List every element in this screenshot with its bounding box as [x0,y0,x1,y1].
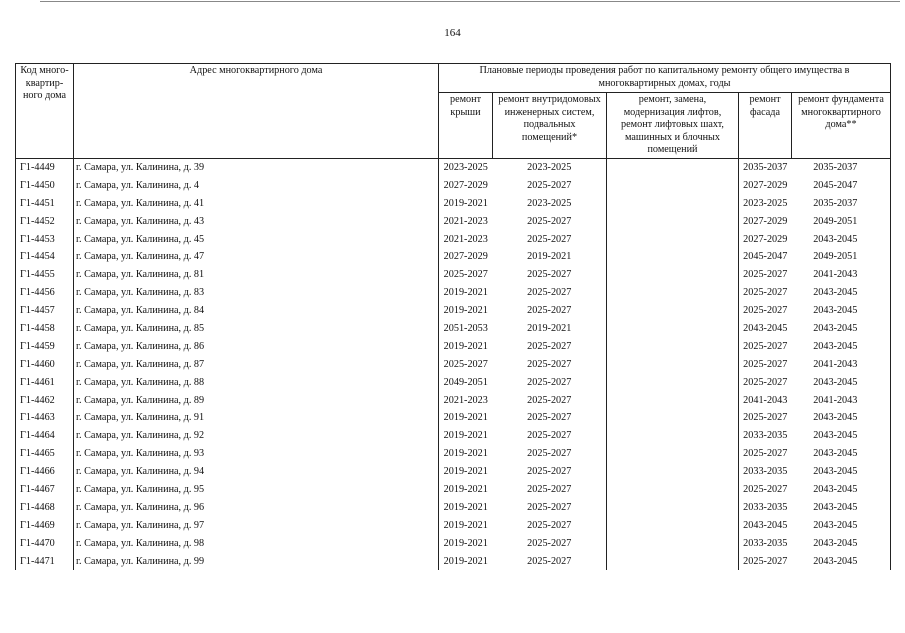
building-code-cell: Г1-4452 [16,213,74,231]
table-row [16,374,891,392]
engineering-repair-period-cell: 2025-2027 [527,394,572,406]
table-row [16,463,891,481]
lift-repair-period-cell [607,499,739,517]
address-cell: г. Самара, ул. Калинина, д. 47 [74,248,439,266]
engineering-repair-period-cell: 2025-2027 [527,305,572,317]
roof-repair-period-cell: 2019-2021 [439,409,493,427]
header-foundation-repair: ремонт фундамента многоквартирного дома** [792,93,891,159]
header-building-code: Код много-квартир-ного дома [16,64,74,159]
lift-repair-period-cell [607,481,739,499]
facade-repair-period-cell: 2027-2029 [739,231,792,249]
address-cell: г. Самара, ул. Калинина, д. 96 [74,499,439,517]
building-code-cell: Г1-4455 [16,266,74,284]
table-row [16,427,891,445]
address-cell: г. Самара, ул. Калинина, д. 99 [74,553,439,571]
roof-repair-period-cell: 2025-2027 [439,266,493,284]
building-code-cell: Г1-4470 [16,535,74,553]
roof-repair-period-cell: 2019-2021 [439,427,493,445]
table-row [16,195,891,213]
roof-repair-period-cell: 2019-2021 [439,499,493,517]
roof-repair-period-cell: 2019-2021 [439,463,493,481]
foundation-repair-period-cell: 2041-2043 [792,356,891,374]
table-row [16,553,891,571]
table-row [16,499,891,517]
foundation-repair-period-cell: 2035-2037 [792,195,891,213]
lift-repair-period-cell [607,392,739,410]
roof-repair-period-cell: 2019-2021 [439,284,493,302]
engineering-repair-period-cell: 2025-2027 [527,376,572,388]
lift-repair-period-cell [607,356,739,374]
roof-repair-period-cell: 2021-2023 [439,213,493,231]
lift-repair-period-cell [607,517,739,535]
foundation-repair-period-cell: 2045-2047 [792,177,891,195]
table-row [16,284,891,302]
address-cell: г. Самара, ул. Калинина, д. 45 [74,231,439,249]
facade-repair-period-cell: 2035-2037 [739,159,792,177]
foundation-repair-period-cell: 2043-2045 [792,445,891,463]
lift-repair-period-cell [607,195,739,213]
foundation-repair-period-cell: 2043-2045 [792,463,891,481]
building-code-cell: Г1-4464 [16,427,74,445]
roof-repair-period-cell: 2051-2053 [439,320,493,338]
address-cell: г. Самара, ул. Калинина, д. 43 [74,213,439,231]
address-cell: г. Самара, ул. Калинина, д. 87 [74,356,439,374]
address-cell: г. Самара, ул. Калинина, д. 89 [74,392,439,410]
facade-repair-period-cell: 2025-2027 [739,481,792,499]
building-code-cell: Г1-4459 [16,338,74,356]
engineering-repair-period-cell: 2025-2027 [527,287,572,299]
building-code-cell: Г1-4471 [16,553,74,571]
table-row [16,356,891,374]
foundation-repair-period-cell: 2043-2045 [792,535,891,553]
table-row [16,535,891,553]
foundation-repair-period-cell: 2043-2045 [792,409,891,427]
repair-schedule-table [15,63,891,570]
top-rule [40,1,900,2]
page-number: 164 [444,27,461,39]
engineering-repair-period-cell: 2025-2027 [527,501,572,513]
foundation-repair-period-cell: 2043-2045 [792,320,891,338]
lift-repair-period-cell [607,177,739,195]
facade-repair-period-cell: 2025-2027 [739,284,792,302]
engineering-repair-period-cell: 2025-2027 [527,519,572,531]
building-code-cell: Г1-4457 [16,302,74,320]
engineering-repair-period-cell: 2025-2027 [527,215,572,227]
engineering-repair-period-cell: 2025-2027 [527,537,572,549]
header-planned-periods: Плановые периоды проведения работ по капитальному ремонту общего имущества в многоквартирных домах, годы [439,64,891,93]
table-row [16,320,891,338]
building-code-cell: Г1-4450 [16,177,74,195]
roof-repair-period-cell: 2049-2051 [439,374,493,392]
facade-repair-period-cell: 2027-2029 [739,213,792,231]
table-row [16,392,891,410]
building-code-cell: Г1-4465 [16,445,74,463]
engineering-repair-period-cell: 2025-2027 [527,448,572,460]
address-cell: г. Самара, ул. Калинина, д. 85 [74,320,439,338]
engineering-repair-period-cell: 2025-2027 [527,412,572,424]
building-code-cell: Г1-4458 [16,320,74,338]
address-cell: г. Самара, ул. Калинина, д. 84 [74,302,439,320]
roof-repair-period-cell: 2025-2027 [439,356,493,374]
roof-repair-period-cell: 2019-2021 [439,445,493,463]
address-cell: г. Самара, ул. Калинина, д. 88 [74,374,439,392]
lift-repair-period-cell [607,231,739,249]
foundation-repair-period-cell: 2043-2045 [792,517,891,535]
roof-repair-period-cell: 2021-2023 [439,231,493,249]
table-body [16,159,891,571]
lift-repair-period-cell [607,374,739,392]
table-row [16,177,891,195]
foundation-repair-period-cell: 2043-2045 [792,374,891,392]
building-code-cell: Г1-4453 [16,231,74,249]
lift-repair-period-cell [607,409,739,427]
lift-repair-period-cell [607,302,739,320]
address-cell: г. Самара, ул. Калинина, д. 94 [74,463,439,481]
engineering-repair-period-cell: 2025-2027 [527,233,572,245]
table-row [16,266,891,284]
building-code-cell: Г1-4456 [16,284,74,302]
lift-repair-period-cell [607,213,739,231]
roof-repair-period-cell: 2019-2021 [439,535,493,553]
building-code-cell: Г1-4461 [16,374,74,392]
facade-repair-period-cell: 2025-2027 [739,266,792,284]
header-lift-repair: ремонт, замена, модернизация лифтов, ремонт лифтовых шахт, машинных и блочных помещений [607,93,739,159]
engineering-repair-period-cell: 2025-2027 [527,358,572,370]
lift-repair-period-cell [607,284,739,302]
facade-repair-period-cell: 2025-2027 [739,445,792,463]
roof-repair-period-cell: 2019-2021 [439,553,493,571]
building-code-cell: Г1-4463 [16,409,74,427]
lift-repair-period-cell [607,535,739,553]
address-cell: г. Самара, ул. Калинина, д. 83 [74,284,439,302]
lift-repair-period-cell [607,248,739,266]
address-cell: г. Самара, ул. Калинина, д. 95 [74,481,439,499]
engineering-repair-period-cell: 2023-2025 [527,197,572,209]
roof-repair-period-cell: 2023-2025 [439,159,493,177]
engineering-repair-period-cell: 2025-2027 [527,483,572,495]
foundation-repair-period-cell: 2049-2051 [792,213,891,231]
roof-repair-period-cell: 2027-2029 [439,177,493,195]
facade-repair-period-cell: 2025-2027 [739,302,792,320]
facade-repair-period-cell: 2043-2045 [739,517,792,535]
lift-repair-period-cell [607,159,739,177]
table-row [16,409,891,427]
foundation-repair-period-cell: 2041-2043 [792,266,891,284]
facade-repair-period-cell: 2033-2035 [739,535,792,553]
facade-repair-period-cell: 2043-2045 [739,320,792,338]
facade-repair-period-cell: 2033-2035 [739,427,792,445]
address-cell: г. Самара, ул. Калинина, д. 41 [74,195,439,213]
facade-repair-period-cell: 2023-2025 [739,195,792,213]
foundation-repair-period-cell: 2049-2051 [792,248,891,266]
table-row [16,481,891,499]
facade-repair-period-cell: 2025-2027 [739,553,792,571]
foundation-repair-period-cell: 2043-2045 [792,481,891,499]
building-code-cell: Г1-4468 [16,499,74,517]
foundation-repair-period-cell: 2043-2045 [792,284,891,302]
building-code-cell: Г1-4460 [16,356,74,374]
facade-repair-period-cell: 2025-2027 [739,374,792,392]
table-row [16,159,891,177]
address-cell: г. Самара, ул. Калинина, д. 98 [74,535,439,553]
table-row [16,338,891,356]
table-row [16,213,891,231]
foundation-repair-period-cell: 2043-2045 [792,231,891,249]
lift-repair-period-cell [607,320,739,338]
foundation-repair-period-cell: 2043-2045 [792,302,891,320]
address-cell: г. Самара, ул. Калинина, д. 81 [74,266,439,284]
lift-repair-period-cell [607,553,739,571]
facade-repair-period-cell: 2025-2027 [739,356,792,374]
roof-repair-period-cell: 2019-2021 [439,517,493,535]
engineering-repair-period-cell: 2025-2027 [527,555,572,567]
table-row [16,517,891,535]
facade-repair-period-cell: 2033-2035 [739,463,792,481]
building-code-cell: Г1-4449 [16,159,74,177]
facade-repair-period-cell: 2041-2043 [739,392,792,410]
header-facade-repair: ремонт фасада [739,93,792,159]
address-cell: г. Самара, ул. Калинина, д. 86 [74,338,439,356]
address-cell: г. Самара, ул. Калинина, д. 93 [74,445,439,463]
building-code-cell: Г1-4462 [16,392,74,410]
foundation-repair-period-cell: 2043-2045 [792,338,891,356]
header-engineering-systems-repair: ремонт внутридомовых инженерных систем, подвальных помещений* [493,93,607,159]
table-row [16,231,891,249]
roof-repair-period-cell: 2019-2021 [439,302,493,320]
engineering-repair-period-cell: 2025-2027 [527,430,572,442]
roof-repair-period-cell: 2027-2029 [439,248,493,266]
lift-repair-period-cell [607,463,739,481]
building-code-cell: Г1-4467 [16,481,74,499]
facade-repair-period-cell: 2045-2047 [739,248,792,266]
table-row [16,445,891,463]
lift-repair-period-cell [607,266,739,284]
facade-repair-period-cell: 2027-2029 [739,177,792,195]
table-row [16,248,891,266]
engineering-repair-period-cell: 2025-2027 [527,466,572,478]
engineering-repair-period-cell: 2025-2027 [527,269,572,281]
header-address: Адрес многоквартирного дома [74,64,439,159]
building-code-cell: Г1-4451 [16,195,74,213]
foundation-repair-period-cell: 2041-2043 [792,392,891,410]
engineering-repair-period-cell: 2023-2025 [527,161,572,173]
facade-repair-period-cell: 2025-2027 [739,409,792,427]
address-cell: г. Самара, ул. Калинина, д. 92 [74,427,439,445]
engineering-repair-period-cell: 2019-2021 [527,251,572,263]
foundation-repair-period-cell: 2043-2045 [792,499,891,517]
table-header [16,64,891,159]
lift-repair-period-cell [607,427,739,445]
roof-repair-period-cell: 2021-2023 [439,392,493,410]
address-cell: г. Самара, ул. Калинина, д. 91 [74,409,439,427]
engineering-repair-period-cell: 2025-2027 [527,179,572,191]
engineering-repair-period-cell: 2025-2027 [527,340,572,352]
facade-repair-period-cell: 2033-2035 [739,499,792,517]
address-cell: г. Самара, ул. Калинина, д. 97 [74,517,439,535]
roof-repair-period-cell: 2019-2021 [439,195,493,213]
foundation-repair-period-cell: 2043-2045 [792,553,891,571]
lift-repair-period-cell [607,445,739,463]
address-cell: г. Самара, ул. Калинина, д. 4 [74,177,439,195]
header-roof-repair: ремонт крыши [439,93,493,159]
engineering-repair-period-cell: 2019-2021 [527,322,572,334]
building-code-cell: Г1-4469 [16,517,74,535]
building-code-cell: Г1-4454 [16,248,74,266]
roof-repair-period-cell: 2019-2021 [439,338,493,356]
facade-repair-period-cell: 2025-2027 [739,338,792,356]
address-cell: г. Самара, ул. Калинина, д. 39 [74,159,439,177]
table-row [16,302,891,320]
building-code-cell: Г1-4466 [16,463,74,481]
roof-repair-period-cell: 2019-2021 [439,481,493,499]
lift-repair-period-cell [607,338,739,356]
foundation-repair-period-cell: 2035-2037 [792,159,891,177]
foundation-repair-period-cell: 2043-2045 [792,427,891,445]
